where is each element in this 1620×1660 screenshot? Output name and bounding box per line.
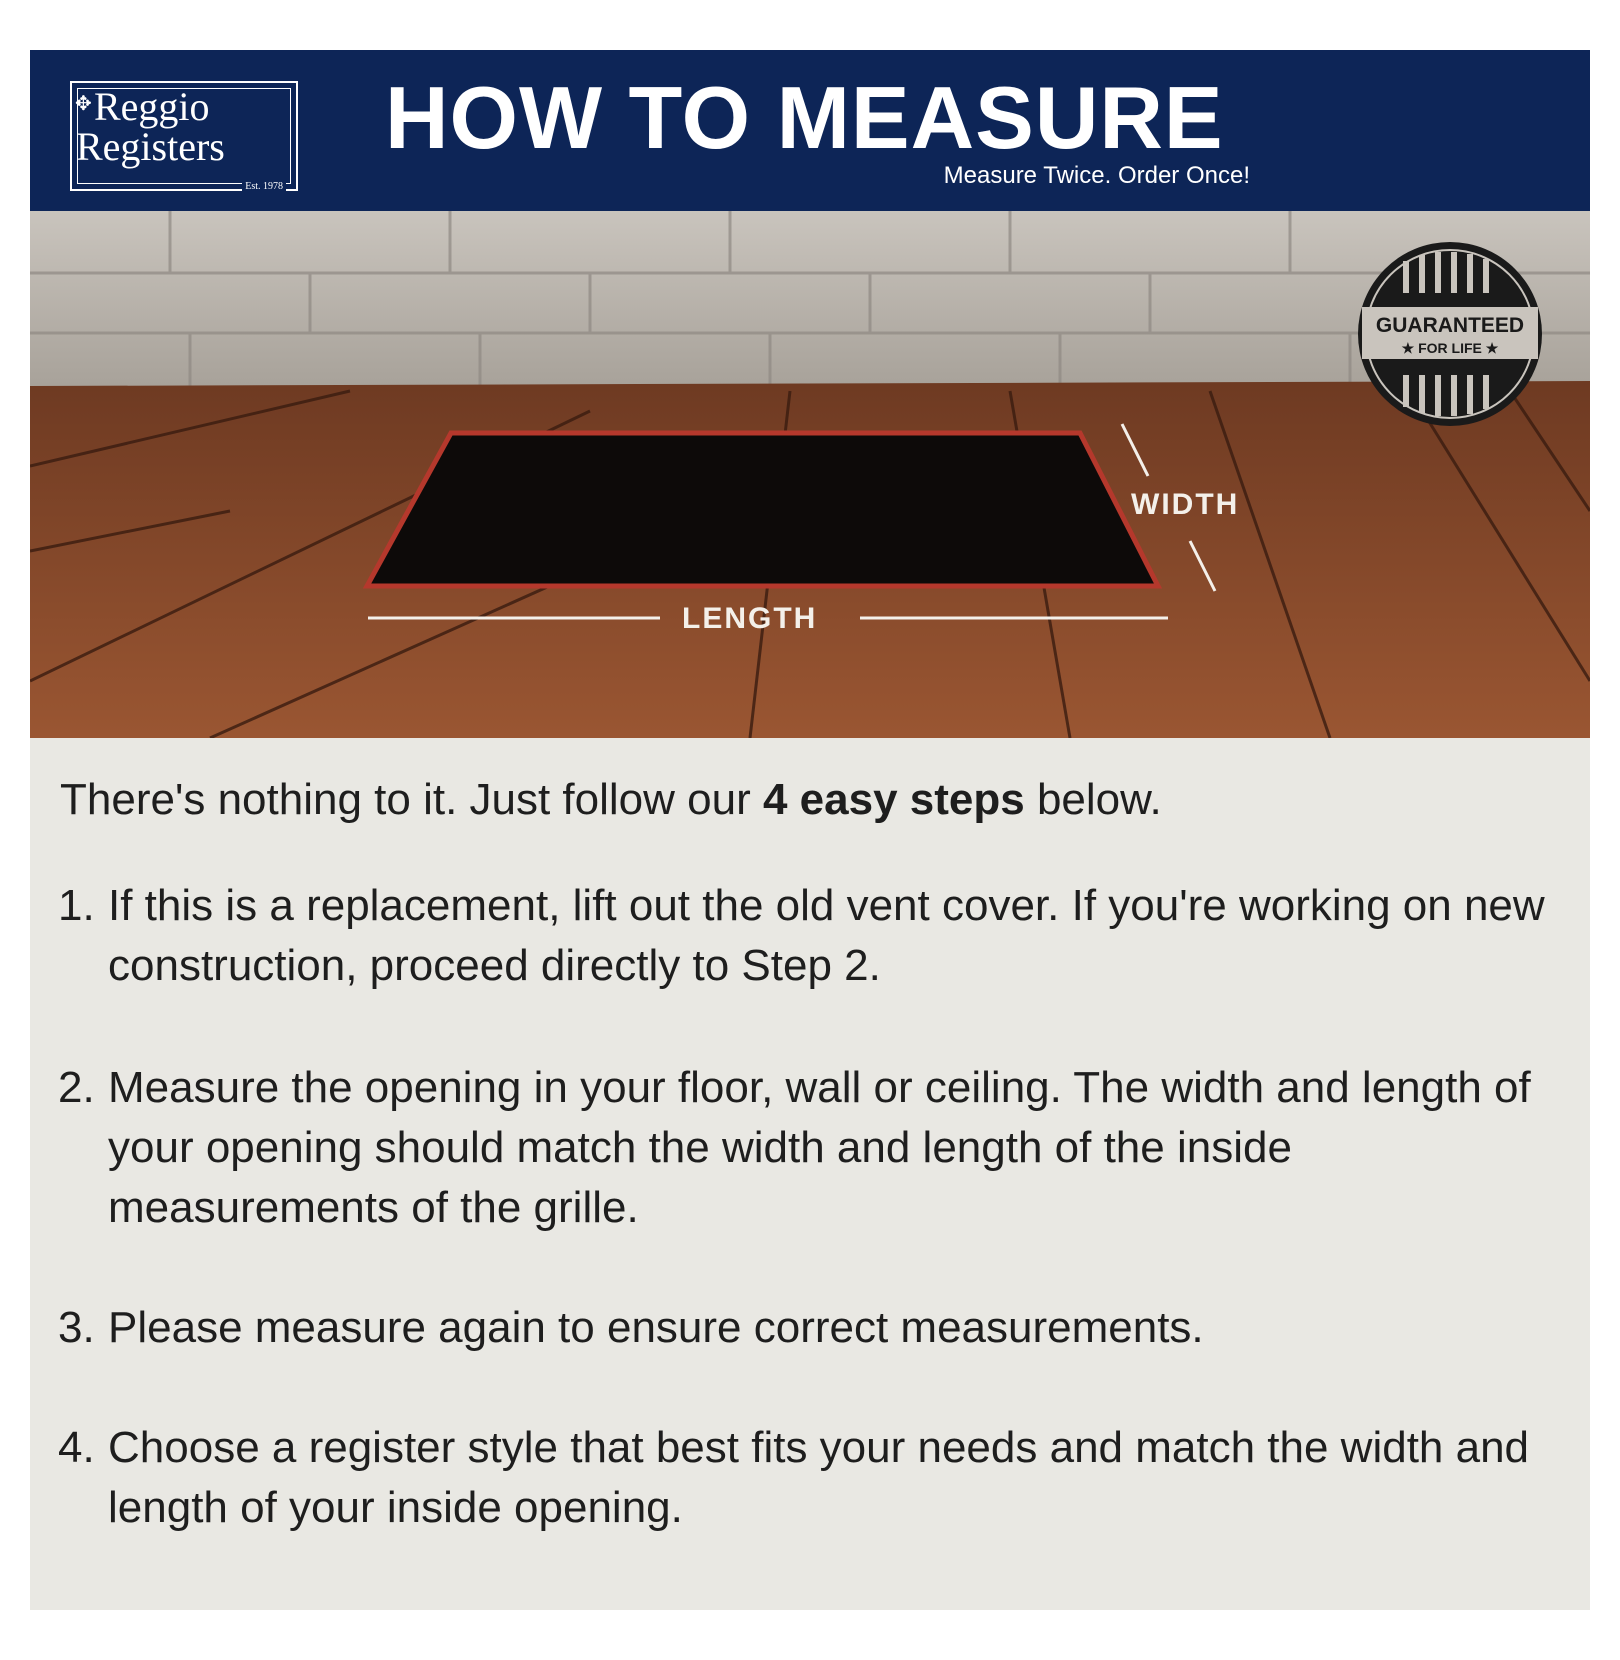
intro-text-end: below. bbox=[1024, 775, 1162, 824]
logo-text-reggio: Reggio bbox=[94, 84, 210, 129]
step-text: If this is a replacement, lift out the old vent cover. If you're working on new construction, proceed directly to Step 2. bbox=[108, 881, 1545, 990]
badge-text-guaranteed: GUARANTEED bbox=[1375, 314, 1525, 337]
step-number: 2. bbox=[58, 1063, 95, 1112]
floor-vent-illustration bbox=[30, 211, 1590, 738]
step-number: 4. bbox=[58, 1423, 95, 1472]
logo-text-registers: Registers bbox=[76, 124, 225, 169]
page-title: HOW TO MEASURE bbox=[385, 68, 1224, 167]
badge-text-for-life: ★ FOR LIFE ★ bbox=[1401, 340, 1499, 356]
intro-text-bold: 4 easy steps bbox=[762, 775, 1025, 824]
brick-wall bbox=[30, 211, 1590, 386]
step-text: Measure the opening in your floor, wall or ceiling. The width and length of your opening should match the width and length of the inside measurements of the grille. bbox=[108, 1063, 1531, 1232]
intro-text bbox=[60, 775, 1162, 825]
logo-established: Est. 1978 bbox=[242, 181, 286, 192]
logo-ornament-icon: ✥ bbox=[75, 93, 92, 115]
how-to-measure-card bbox=[30, 50, 1590, 1610]
length-label: LENGTH bbox=[682, 602, 818, 635]
step-number: 1. bbox=[58, 881, 95, 930]
step-number: 3. bbox=[58, 1303, 95, 1352]
illustration-svg bbox=[30, 211, 1590, 738]
guaranteed-for-life-badge bbox=[1358, 242, 1542, 426]
step-text: Choose a register style that best fits your needs and match the width and length of your inside opening. bbox=[108, 1423, 1530, 1532]
width-label: WIDTH bbox=[1131, 488, 1240, 521]
floor-opening bbox=[367, 433, 1158, 586]
step-text: Please measure again to ensure correct measurements. bbox=[108, 1303, 1204, 1352]
instructions-panel bbox=[30, 738, 1590, 1610]
header-banner bbox=[30, 50, 1590, 211]
page-subtitle: Measure Twice. Order Once! bbox=[943, 162, 1250, 189]
reggio-registers-logo bbox=[70, 81, 298, 191]
intro-text-start: There's nothing to it. Just follow our bbox=[60, 775, 763, 824]
